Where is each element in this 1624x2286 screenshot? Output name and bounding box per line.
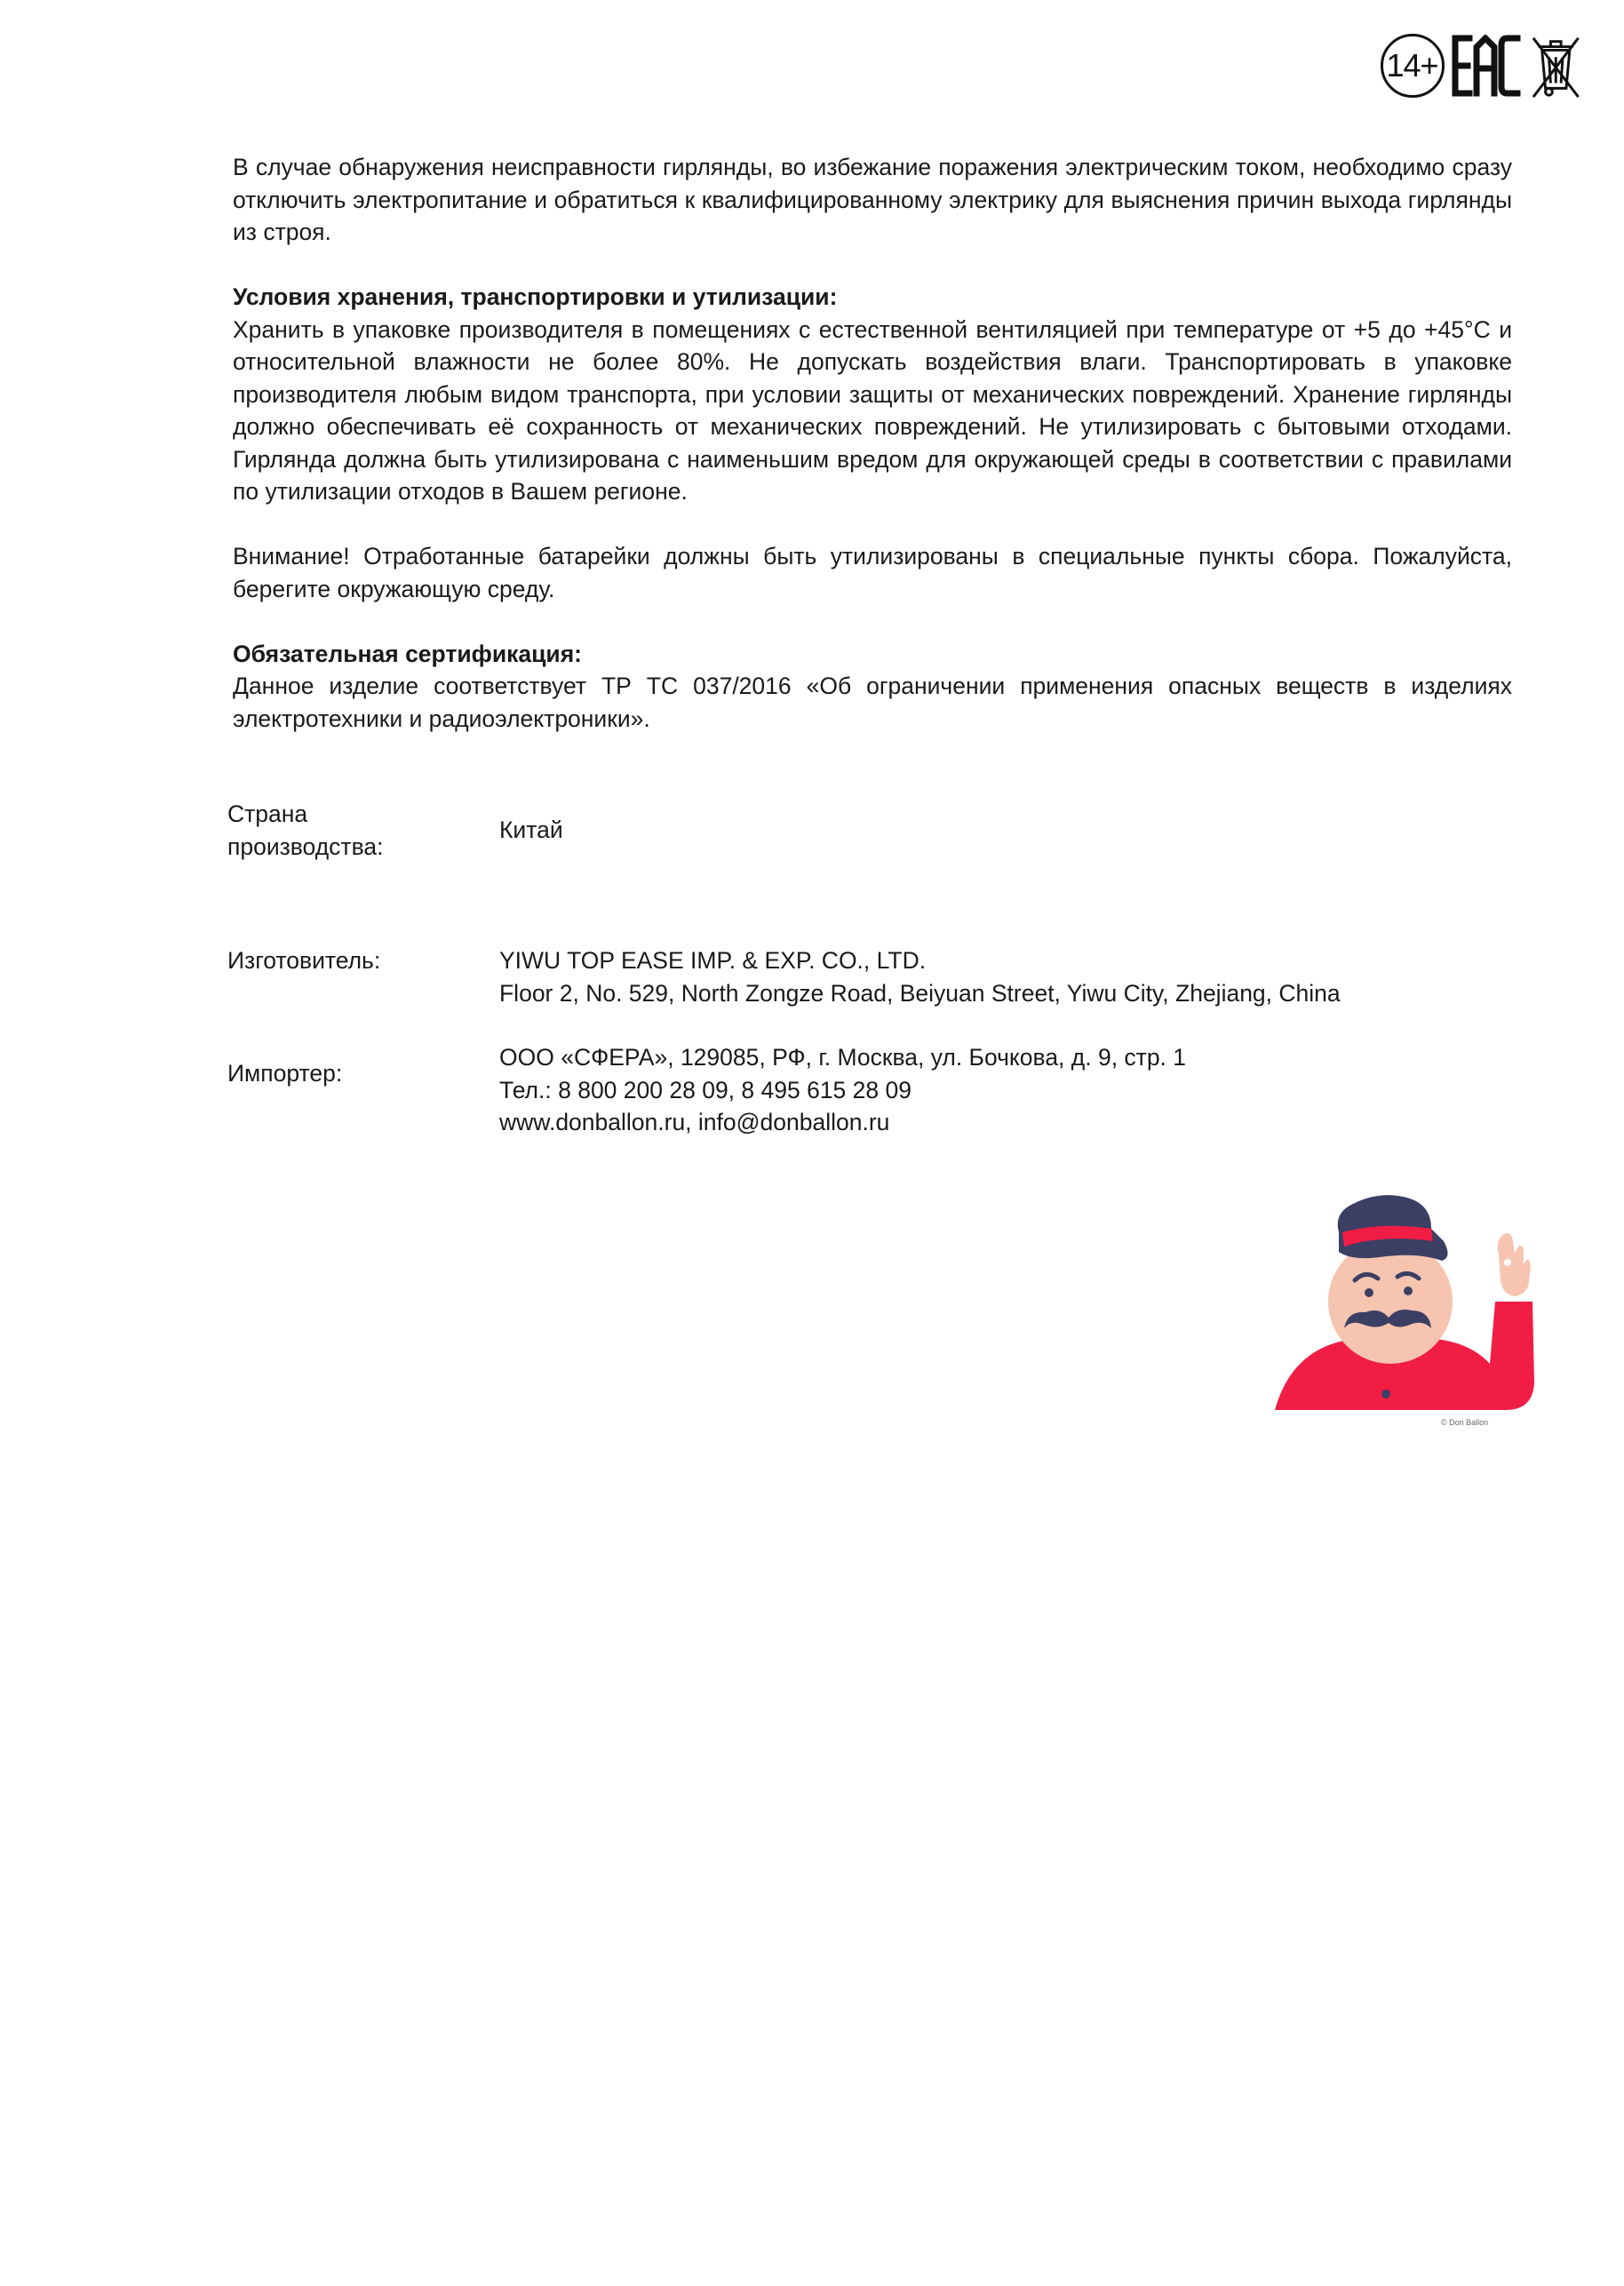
certification-marks bbox=[1381, 30, 1582, 101]
importer-web: www.donballon.ru, info@donballon.ru bbox=[499, 1109, 890, 1135]
eac-mark-icon bbox=[1452, 35, 1523, 97]
certification-heading: Обязательная сертификация: bbox=[233, 640, 582, 667]
manufacturer-address: Floor 2, No. 529, North Zongze Road, Beiyuan Street, Yiwu City, Zhejiang, China bbox=[499, 979, 1341, 1007]
manufacturer-label: Изготовитель: bbox=[227, 947, 381, 974]
importer-phone: Тел.: 8 800 200 28 09, 8 495 615 28 09 bbox=[499, 1076, 912, 1103]
certification-paragraph: Данное изделие соответствует ТР ТС 037/2016 «Об ограничении применения опасных веществ в изделиях электротехники и радиоэлектроники». bbox=[233, 673, 1512, 732]
storage-paragraph: Хранить в упаковке производителя в помещениях с естественной вентиляцией при температуре от +5 до +45°С и относительной влажности не более 80%. Не допускать воздействия влаги. Транспортировать в упаковке производителя любым видом транспорта, при условии защиты от механических повреждений. Хранение гирлянды должно обеспечивать её сохранность от механических повреждений. Не утилизировать с бытовыми отходами. Гирлянда должна быть утилизирована с наименьшим вредом для окружающей среды в соответствии с правилами по утилизации отходов в Вашем регионе. bbox=[233, 315, 1512, 505]
mascot-copyright: © Don Ballon bbox=[1441, 1418, 1489, 1427]
country-value: Китай bbox=[499, 816, 563, 843]
country-label bbox=[227, 798, 458, 863]
importer-label: Импортер: bbox=[227, 1060, 343, 1087]
manufacturer-details bbox=[499, 944, 1624, 1009]
country-label-line1: Страна bbox=[227, 800, 308, 827]
crossed-out-bin-icon bbox=[1530, 31, 1582, 100]
storage-heading: Условия хранения, транспортировки и утилизации: bbox=[233, 283, 838, 310]
importer-details bbox=[499, 1041, 1624, 1139]
instructions-text bbox=[233, 151, 1512, 735]
batteries-paragraph: Внимание! Отработанные батарейки должны быть утилизированы в специальные пункты сбора. Пожалуйста, берегите окружающую среду. bbox=[233, 543, 1512, 602]
age-rating-badge bbox=[1381, 34, 1445, 98]
country-label-line2: производства: bbox=[227, 832, 384, 860]
age-rating-text: 14+ bbox=[1386, 47, 1438, 84]
manufacturer-name: YIWU TOP EASE IMP. & EXP. CO., LTD. bbox=[499, 947, 927, 974]
importer-address: ООО «СФЕРА», 129085, РФ, г. Москва, ул. Бочкова, д. 9, стр. 1 bbox=[499, 1044, 1187, 1071]
don-ballon-mascot-illustration bbox=[1266, 1177, 1550, 1435]
malfunction-paragraph: В случае обнаружения неисправности гирлянды, во избежание поражения электрическим током, необходимо сразу отключить электропитание и обратиться к квалифицированному электрику для выяснения причин выхода гирлянды из строя. bbox=[233, 154, 1512, 245]
